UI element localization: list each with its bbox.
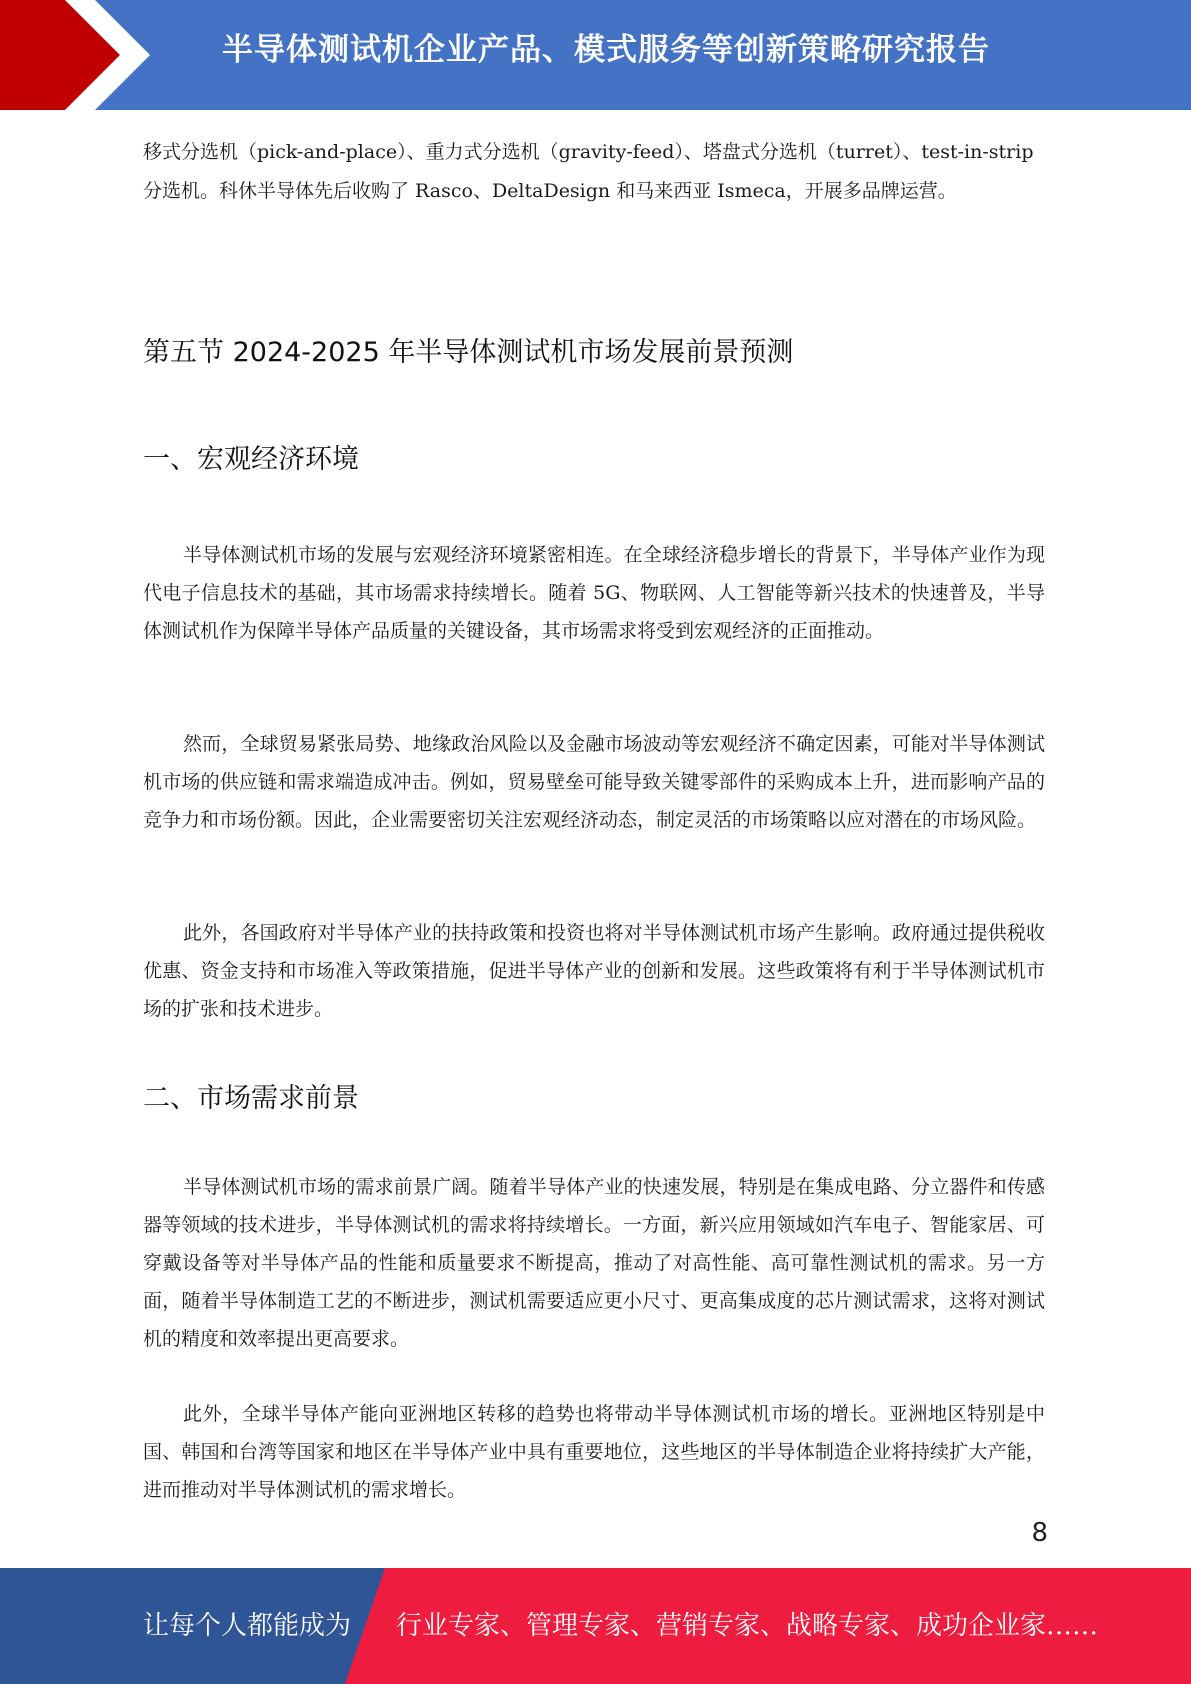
page-number: 8 bbox=[1031, 1518, 1048, 1548]
subsection-title-demand: 二、市场需求前景 bbox=[143, 1083, 359, 1114]
paragraph-macro-3: 此外，各国政府对半导体产业的扶持政策和投资也将对半导体测试机市场产生影响。政府通过提供税收优惠、资金支持和市场准入等政策措施，促进半导体产业的创新和发展。这些政策将有利于半导体测试机市场的扩张和技术进步。 bbox=[143, 922, 1045, 1020]
footer-slogan-left: 让每个人都能成为 bbox=[143, 1611, 352, 1641]
page-footer bbox=[0, 1568, 1191, 1684]
continued-text bbox=[143, 133, 1045, 211]
paragraph-macro-1: 半导体测试机市场的发展与宏观经济环境紧密相连。在全球经济稳步增长的背景下，半导体产业作为现代电子信息技术的基础，其市场需求持续增长。随着 5G、物联网、人工智能等新兴技术的快速普及，半导体测试机作为保障半导体产品质量的关键设备，其市场需求将受到宏观经济的正面推动。 bbox=[143, 544, 1045, 642]
footer-slogan-right: 行业专家、管理专家、营销专家、战略专家、成功企业家…… bbox=[396, 1611, 1099, 1641]
header-title: 半导体测试机企业产品、模式服务等创新策略研究报告 bbox=[222, 32, 990, 68]
paragraph-demand-1: 半导体测试机市场的需求前景广阔。随着半导体产业的快速发展，特别是在集成电路、分立器件和传感器等领域的技术进步，半导体测试机的需求将持续增长。一方面，新兴应用领域如汽车电子、智能家居、可穿戴设备等对半导体产品的性能和质量要求不断提高，推动了对高性能、高可靠性测试机的需求。另一方面，随着半导体制造工艺的不断进步，测试机需要适应更小尺寸、更高集成度的芯片测试需求，这将对测试机的精度和效率提出更高要求。 bbox=[143, 1176, 1045, 1350]
section-title: 第五节 2024-2025 年半导体测试机市场发展前景预测 bbox=[143, 337, 794, 368]
paragraph-demand-2: 此外，全球半导体产能向亚洲地区转移的趋势也将带动半导体测试机市场的增长。亚洲地区特别是中国、韩国和台湾等国家和地区在半导体产业中具有重要地位，这些地区的半导体制造企业将持续扩大产能，进而推动对半导体测试机的需求增长。 bbox=[143, 1403, 1045, 1501]
page-header bbox=[0, 0, 1191, 110]
header-arrow-decoration bbox=[0, 0, 150, 110]
continued-paragraph: 移式分选机（pick-and-place）、重力式分选机（gravity-feed）、塔盘式分选机（turret）、test-in-strip 分选机。科休半导体先后收购了 Rasco、DeltaDesign 和马来西亚 Ismeca，开展多品牌运营。 bbox=[143, 141, 1034, 202]
subsection-title-macro: 一、宏观经济环境 bbox=[143, 444, 359, 475]
paragraph-macro-2: 然而，全球贸易紧张局势、地缘政治风险以及金融市场波动等宏观经济不确定因素，可能对半导体测试机市场的供应链和需求端造成冲击。例如，贸易壁垒可能导致关键零部件的采购成本上升，进而影响产品的竞争力和市场份额。因此，企业需要密切关注宏观经济动态，制定灵活的市场策略以应对潜在的市场风险。 bbox=[143, 733, 1045, 831]
